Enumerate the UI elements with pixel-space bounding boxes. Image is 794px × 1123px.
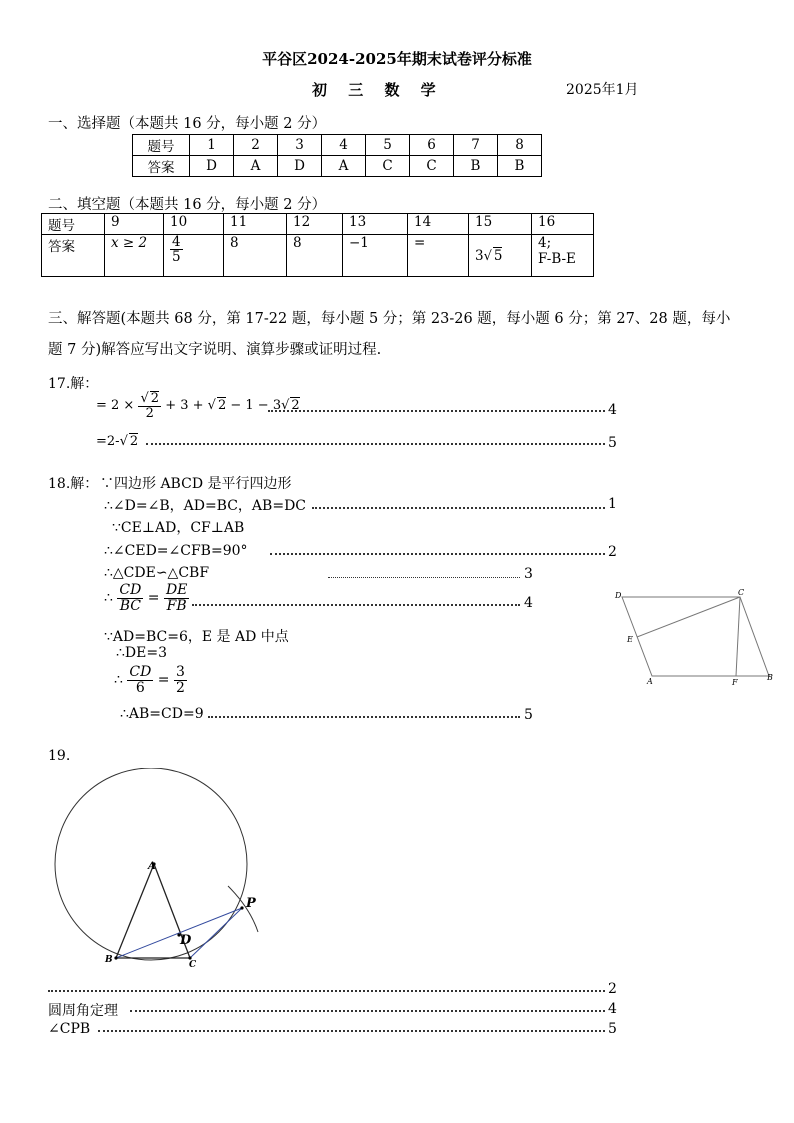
q19-line2: 圆周角定理 — [48, 1003, 118, 1019]
score-point: 4 — [608, 402, 617, 418]
row-label: 题号 — [133, 135, 190, 156]
point-label-a: A — [148, 861, 156, 872]
segment-bp — [116, 908, 242, 958]
table-cell: 7 — [454, 135, 498, 156]
q19-label: 19. — [48, 748, 71, 764]
page-title: 平谷区2024-2025年期末试卷评分标准 — [262, 50, 532, 68]
table-row — [133, 156, 542, 177]
fraction-numerator — [138, 391, 161, 407]
answer-q10 — [164, 235, 224, 277]
q17-expr-mid2: − 1 − 3 — [230, 398, 282, 414]
subject-label: 初 三 数 学 — [312, 81, 444, 99]
score-leader — [146, 443, 605, 445]
answer-q14: = — [408, 235, 469, 277]
score-leader — [312, 507, 605, 509]
point-label-d: D — [615, 591, 622, 600]
answer-q15 — [469, 235, 532, 277]
q18-line9 — [114, 665, 187, 695]
equals-sign: = — [147, 590, 160, 607]
table-cell: 3 — [278, 135, 322, 156]
q18-line2: ∴∠D=∠B，AD=BC，AB=DC — [104, 498, 307, 514]
radicand: 2 — [291, 398, 300, 414]
score-point: 4 — [608, 1001, 617, 1017]
point-label-c: C — [189, 960, 197, 970]
table-cell: C — [410, 156, 454, 177]
q18-line3: ∵CE⊥AD，CF⊥AB — [112, 520, 245, 536]
table-cell: B — [454, 156, 498, 177]
equals-sign: = — [157, 672, 170, 689]
answer-q9: x ≥ 2 — [105, 235, 164, 277]
section3-heading-line1: 三、解答题(本题共 68 分，第 17-22 题，每小题 5 分；第 23-26 题，每小题 6 分；第 27、28 题，每小 — [48, 311, 731, 327]
radicand: 2 — [129, 434, 139, 449]
radicand: 2 — [217, 398, 227, 414]
q18-line7: ∵AD=BC=6，E 是 AD 中点 — [104, 629, 289, 645]
circle-construction-figure — [48, 768, 278, 973]
radicand: 2 — [150, 391, 160, 406]
fraction-denominator: 2 — [175, 679, 185, 696]
answer-q11: 8 — [224, 235, 287, 277]
point-label-b: B — [767, 673, 773, 682]
segment-cf — [736, 597, 740, 676]
q18-line10: ∴AB=CD=9 — [120, 706, 204, 722]
table-cell: 11 — [224, 214, 287, 235]
fraction-numerator: 4 — [172, 234, 181, 250]
q18-line8: ∴DE=3 — [116, 645, 167, 661]
fraction-numerator: DE — [165, 582, 188, 598]
segment-ce — [637, 597, 740, 637]
triangle-abc — [116, 864, 190, 958]
point-p — [240, 906, 243, 909]
table-cell: 5 — [366, 135, 410, 156]
fraction-numerator: CD — [129, 664, 152, 680]
score-leader — [130, 1010, 605, 1012]
sqrt-icon: √ — [119, 434, 128, 449]
point-b — [114, 956, 117, 959]
exam-date: 2025年1月 — [566, 82, 639, 98]
table-cell: 8 — [498, 135, 542, 156]
score-leader — [270, 553, 605, 555]
q18-line1: ∵四边形 ABCD 是平行四边形 — [100, 476, 292, 492]
row-label: 答案 — [42, 235, 105, 277]
therefore-symbol: ∴ — [114, 672, 123, 689]
fraction-numerator: CD — [119, 582, 142, 598]
point-label-a: A — [647, 677, 653, 686]
therefore-symbol: ∴ — [104, 590, 113, 607]
table-cell: D — [190, 156, 234, 177]
score-point: 5 — [524, 707, 533, 723]
sqrt-icon: √ — [483, 249, 492, 264]
q17-label: 17.解： — [48, 376, 99, 392]
point-label-c: C — [738, 588, 745, 597]
table-cell: 1 — [190, 135, 234, 156]
point-label-e: E — [627, 635, 633, 644]
q17-line1 — [96, 391, 300, 420]
table-row — [42, 214, 594, 235]
row-label: 答案 — [133, 156, 190, 177]
section3-heading-line2: 题 7 分)解答应写出文字说明、演算步骤或证明过程. — [48, 342, 382, 358]
score-leader — [208, 716, 520, 718]
fraction-numerator: 3 — [175, 664, 185, 680]
score-leader — [98, 1030, 605, 1032]
score-point: 2 — [608, 544, 617, 560]
fraction-denominator: 5 — [172, 249, 181, 266]
table-cell: 16 — [532, 214, 594, 235]
q17-line2 — [96, 433, 138, 449]
sqrt-icon: √ — [140, 391, 149, 406]
table-cell: 10 — [164, 214, 224, 235]
fraction-denominator: 2 — [145, 405, 154, 421]
table-cell: 4 — [322, 135, 366, 156]
answer-q16-line2: F-B-E — [538, 251, 576, 267]
answer-q16-line1: 4; — [538, 235, 552, 251]
score-point: 1 — [608, 496, 617, 512]
q19-line3: ∠CPB — [48, 1021, 91, 1037]
table-cell: A — [322, 156, 366, 177]
table-cell: 2 — [234, 135, 278, 156]
table-cell: C — [366, 156, 410, 177]
point-label-d: D — [180, 933, 192, 948]
point-label-f: F — [732, 678, 738, 687]
coefficient: 3 — [475, 248, 484, 264]
fraction-denominator: BC — [119, 597, 141, 614]
table-cell: 13 — [343, 214, 408, 235]
row-label: 题号 — [42, 214, 105, 235]
table-cell: 14 — [408, 214, 469, 235]
parallelogram-figure — [612, 585, 782, 690]
parallelogram-abcd — [622, 597, 769, 676]
score-point: 4 — [524, 595, 533, 611]
score-leader — [268, 410, 605, 412]
section1-heading: 一、选择题（本题共 16 分，每小题 2 分） — [48, 116, 327, 132]
score-leader — [328, 577, 520, 578]
table-cell: A — [234, 156, 278, 177]
fill-answer-table — [41, 213, 594, 277]
score-leader — [192, 604, 520, 606]
choice-answer-table — [132, 134, 542, 177]
point-label-p: P — [246, 896, 256, 911]
q18-label: 18.解： — [48, 476, 99, 492]
score-leader — [48, 990, 605, 992]
segment-cp — [190, 908, 242, 958]
score-point: 5 — [608, 435, 617, 451]
q18-line6 — [104, 583, 189, 613]
fraction-denominator: 6 — [135, 679, 145, 696]
table-cell: B — [498, 156, 542, 177]
q17-expr-prefix: = 2 × — [96, 398, 135, 414]
q18-line5: ∴△CDE∽△CBF — [104, 565, 210, 581]
answer-q12: 8 — [287, 235, 343, 277]
table-cell: D — [278, 156, 322, 177]
sqrt-icon: √ — [207, 398, 216, 414]
table-row — [133, 135, 542, 156]
section2-heading: 二、填空题（本题共 16 分，每小题 2 分） — [48, 197, 327, 213]
sqrt-icon: √ — [281, 398, 290, 414]
q18-line4: ∴∠CED=∠CFB=90° — [104, 543, 248, 559]
score-point: 3 — [524, 566, 533, 582]
fraction-denominator: FB — [166, 597, 187, 614]
table-cell: 9 — [105, 214, 164, 235]
answer-q16 — [532, 235, 594, 277]
q17-expr-mid: + 3 + — [165, 398, 204, 414]
table-cell: 6 — [410, 135, 454, 156]
answer-q13: −1 — [343, 235, 408, 277]
table-row — [42, 235, 594, 277]
point-label-b: B — [105, 955, 113, 965]
q17-expr-prefix: =2- — [96, 434, 120, 449]
score-point: 2 — [608, 981, 617, 997]
table-cell: 12 — [287, 214, 343, 235]
score-point: 5 — [608, 1021, 617, 1037]
table-cell: 15 — [469, 214, 532, 235]
radicand: 5 — [493, 248, 503, 264]
